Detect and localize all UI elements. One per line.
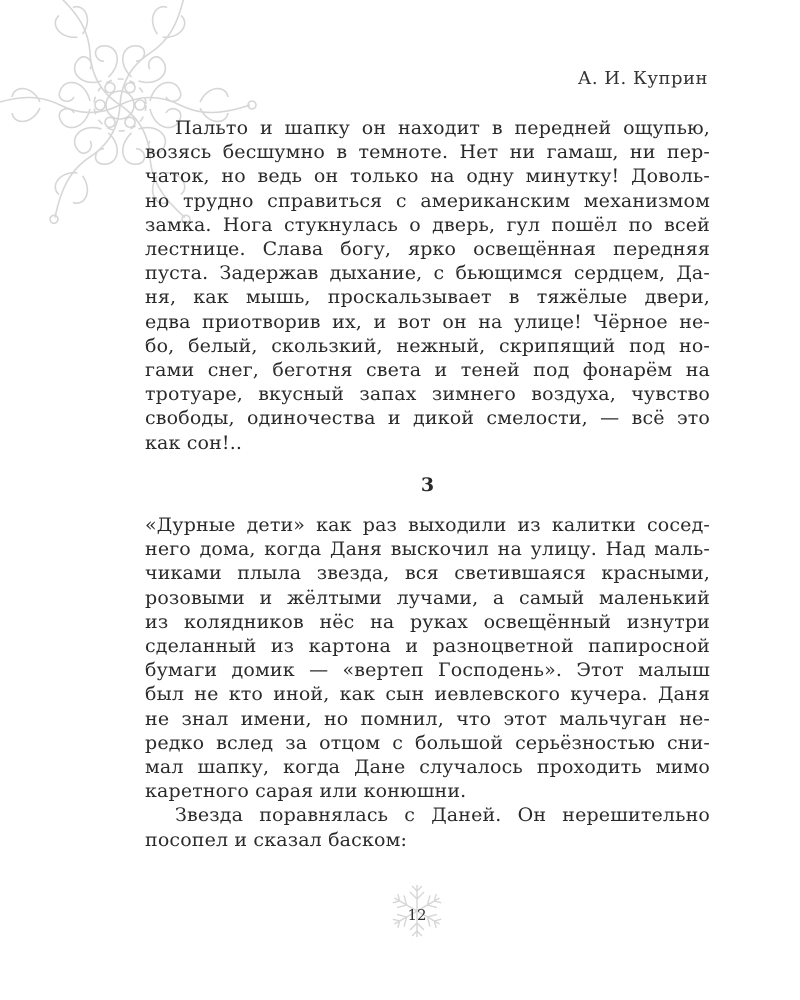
text-line: лестнице. Слава богу, ярко освещённая передняя bbox=[145, 238, 710, 261]
text-line: Пальто и шапку он находит в передней ощупью, bbox=[175, 117, 710, 139]
text-line: мал шапку, когда Дане случалось проходить мимо bbox=[145, 756, 710, 779]
page-footer bbox=[0, 876, 800, 946]
text-line: каретного сарая или конюшни. bbox=[145, 780, 467, 803]
text-line: посопел и сказал баском: bbox=[145, 828, 408, 851]
text-line: пуста. Задержав дыхание, с бьющимся сердцем, Да- bbox=[145, 262, 710, 285]
page-number: 12 bbox=[407, 906, 427, 924]
text-line: как сон!.. bbox=[145, 431, 243, 454]
text-line: чиками плыла звезда, вся светившаяся красными, bbox=[145, 562, 710, 585]
paragraph bbox=[145, 116, 710, 455]
text-line: бо, белый, скользкий, нежный, скрипящий под но- bbox=[145, 334, 710, 357]
text-line: но трудно справиться с американским механизмом bbox=[145, 189, 710, 212]
text-line: сделанный из картона и разноцветной папиросной bbox=[145, 635, 710, 658]
page-text bbox=[145, 116, 710, 852]
running-head-author: А. И. Куприн bbox=[577, 68, 708, 89]
text-line: бумаги домик — «вертеп Господень». Этот малыш bbox=[145, 659, 710, 682]
text-line: замка. Нога стукнулась о дверь, гул пошёл по всей bbox=[145, 213, 710, 236]
text-line: гами снег, беготня света и теней под фонарём на bbox=[145, 359, 710, 382]
text-line: из колядников нёс на руках освещённый изнутри bbox=[145, 610, 710, 633]
text-line: розовыми и жёлтыми лучами, а самый маленький bbox=[145, 586, 710, 609]
text-line: чаток, но ведь он только на одну минутку! Доволь- bbox=[145, 165, 710, 188]
text-line: него дома, когда Даня выскочил на улицу. Над маль- bbox=[145, 538, 710, 561]
text-line: возясь бесшумно в темноте. Нет ни гамаш, ни пер- bbox=[145, 141, 710, 164]
text-line: «Дурные дети» как раз выходили из калитки сосед- bbox=[145, 514, 710, 537]
paragraph bbox=[145, 513, 710, 803]
text-line: ня, как мышь, проскальзывает в тяжёлые двери, bbox=[145, 286, 710, 309]
text-line: редко вслед за отцом с большой серьёзностью сни- bbox=[145, 731, 710, 754]
text-line: был не кто иной, как сын иевлевского кучера. Даня bbox=[145, 683, 710, 706]
text-line: не знал имени, но помнил, что этот мальчуган не- bbox=[145, 707, 710, 730]
chapter-number: 3 bbox=[420, 473, 435, 496]
paragraph bbox=[145, 803, 710, 851]
text-line: едва приотворив их, и вот он на улице! Чёрное не- bbox=[145, 310, 710, 333]
text-line: Звезда поравнялась с Даней. Он нерешительно bbox=[175, 804, 710, 827]
text-line: тротуаре, вкусный запах зимнего воздуха, чувство bbox=[145, 383, 710, 406]
text-line: свободы, одиночества и дикой смелости, — всё это bbox=[145, 407, 710, 430]
